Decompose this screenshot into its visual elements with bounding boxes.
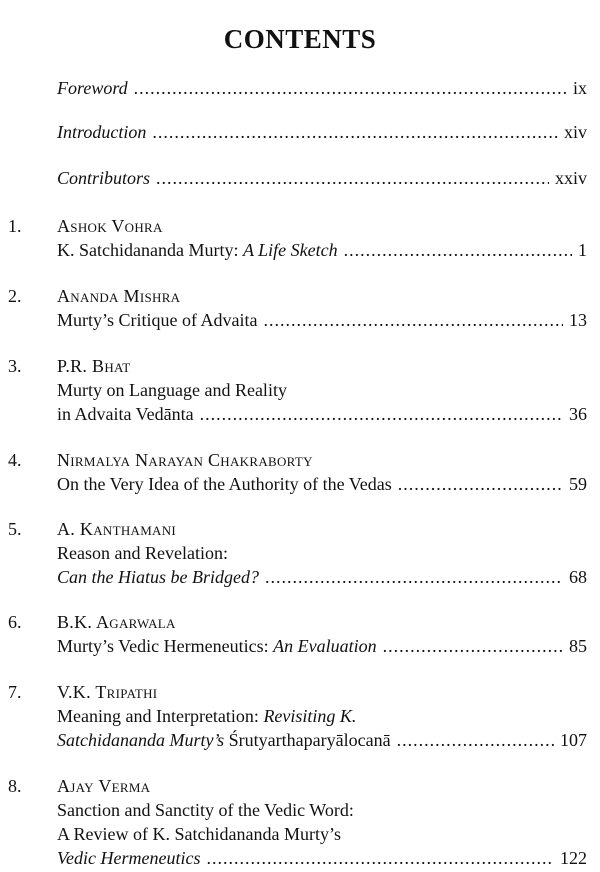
toc-page-number: 68 <box>569 567 587 587</box>
chapter-author: Nirmalya Narayan Chakraborty <box>57 450 313 470</box>
chapter-title-italic: Can the Hiatus be Bridged? <box>57 567 259 587</box>
chapter-author: B.K. Agarwala <box>57 612 176 632</box>
chapter-title-line: Murty on Language and Reality <box>57 380 287 400</box>
chapter-title-line: Meaning and Interpretation: <box>57 706 264 726</box>
chapter-author: Ananda Mishra <box>57 286 181 306</box>
toc-title: Foreword <box>57 78 128 98</box>
chapter-number: 2. <box>8 286 22 306</box>
chapter-author: Ashok Vohra <box>57 216 163 236</box>
chapter-number: 1. <box>8 216 22 236</box>
toc-page-number: 1 <box>578 240 587 260</box>
toc-chapter-5 <box>57 517 587 589</box>
chapter-title-line: Sanction and Sanctity of the Vedic Word: <box>57 800 354 820</box>
dot-leader <box>156 168 549 189</box>
toc-chapter-2 <box>57 284 587 332</box>
page-title: CONTENTS <box>223 24 377 54</box>
chapter-title-italic: A Life Sketch <box>242 240 338 260</box>
chapter-title-line: Reason and Revelation: <box>57 543 228 563</box>
toc-page-number: 13 <box>569 310 587 330</box>
toc-chapter-8 <box>57 774 587 870</box>
chapter-author: Ajay Verma <box>57 776 151 796</box>
toc-page-number: xiv <box>563 122 587 142</box>
toc-chapter-1 <box>57 214 587 262</box>
toc-page-number: 107 <box>560 730 587 750</box>
toc-page-number: 122 <box>560 848 587 868</box>
dot-leader <box>398 472 563 496</box>
chapter-author: P.R. Bhat <box>57 356 131 376</box>
chapter-number: 7. <box>8 682 22 702</box>
toc-page-number: 36 <box>569 404 587 424</box>
toc-chapter-7 <box>57 680 587 752</box>
chapter-author: A. Kanthamani <box>57 519 177 539</box>
toc-chapter-6 <box>57 610 587 658</box>
toc-page-number: 59 <box>569 474 587 494</box>
dot-leader <box>344 238 572 262</box>
toc-page-number: xxiv <box>554 168 587 188</box>
toc-title: Introduction <box>57 122 147 142</box>
chapter-number: 5. <box>8 519 22 539</box>
dot-leader <box>152 122 558 143</box>
chapter-title: Śrutyarthaparyālocanā <box>224 730 391 750</box>
toc-introduction <box>57 122 587 146</box>
dot-leader <box>397 728 554 752</box>
chapter-number: 6. <box>8 612 22 632</box>
toc-foreword <box>57 78 587 102</box>
chapter-title: Murty’s Vedic Hermeneutics: <box>57 636 274 656</box>
chapter-number: 8. <box>8 776 22 796</box>
chapter-title-italic: Satchidananda Murty’s <box>57 730 225 750</box>
dot-leader <box>200 402 563 426</box>
chapter-number: 4. <box>8 450 22 470</box>
dot-leader <box>265 565 563 589</box>
toc-chapter-4 <box>57 448 587 496</box>
toc-page-number: ix <box>572 78 587 98</box>
chapter-title: On the Very Idea of the Authority of the Vedas <box>57 474 392 494</box>
chapter-title-line: A Review of K. Satchidananda Murty’s <box>57 824 341 844</box>
toc-page-number: 85 <box>569 636 587 656</box>
toc-chapter-3 <box>57 354 587 426</box>
chapter-title-italic: Vedic Hermeneutics <box>57 848 201 868</box>
dot-leader <box>206 846 554 870</box>
chapter-title: K. Satchidananda Murty: <box>57 240 243 260</box>
dot-leader <box>263 308 563 332</box>
chapter-title-italic: An Evaluation <box>273 636 377 656</box>
chapter-title: Murty’s Critique of Advaita <box>57 310 258 330</box>
dot-leader <box>383 634 563 658</box>
chapter-title: in Advaita Vedānta <box>57 404 194 424</box>
dot-leader <box>134 78 567 99</box>
chapter-number: 3. <box>8 356 22 376</box>
chapter-title-italic: Revisiting K. <box>263 706 357 726</box>
toc-title: Contributors <box>57 168 151 188</box>
toc-contributors <box>57 168 587 192</box>
chapter-author: V.K. Tripathi <box>57 682 158 702</box>
